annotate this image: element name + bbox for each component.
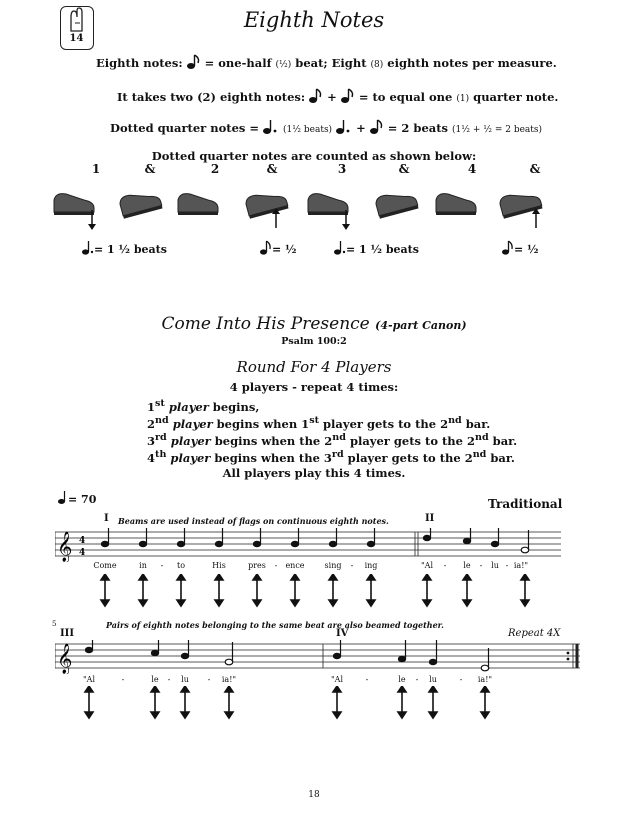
lyric: - [274, 561, 278, 570]
repeat-instruction: 4 players - repeat 4 times: [229, 380, 399, 394]
lyric: ia!" [221, 675, 237, 684]
shoe-up-icon [374, 188, 418, 219]
shoe-down-icon [54, 194, 94, 215]
dotted-quarter-note-icon [82, 240, 94, 256]
staff-1 [55, 528, 565, 562]
count-label: & [529, 162, 541, 176]
count-label: & [266, 162, 278, 176]
dotted-quarter-note-icon [334, 240, 346, 256]
svg-text:4: 4 [79, 536, 86, 546]
eighth-note-icon [260, 240, 272, 256]
lyric: "Al [330, 675, 343, 684]
eighth-note-icon [502, 240, 514, 256]
measure-label: II [425, 513, 435, 524]
shoe-down-icon [436, 194, 476, 215]
measure-number: 5 [52, 620, 57, 628]
treble-clef-icon: 𝄞 [57, 644, 73, 674]
composer-credit: Traditional [488, 497, 563, 511]
lyric: pres [248, 561, 266, 570]
page-number: 18 [308, 790, 320, 800]
count-label: 3 [337, 162, 347, 176]
lyric: Come [93, 561, 117, 570]
lyric: ia!" [513, 561, 529, 570]
lyric: - [479, 561, 483, 570]
song-title: Come Into His Presence (4-part Canon) [161, 314, 467, 334]
beat-label: = ½ [260, 240, 297, 256]
lyric: - [365, 675, 369, 684]
lyric: - [121, 675, 125, 684]
shoe-up-icon [118, 188, 162, 219]
lyric: in [139, 561, 147, 570]
lyric: le [463, 561, 471, 570]
lyric: "Al [82, 675, 95, 684]
eighth-note-icon [187, 54, 201, 70]
round-heading: Round For 4 Players [236, 358, 392, 376]
player-instruction: 2nd player begins when 1st player gets to the 2nd bar. [147, 415, 491, 431]
shoe-down-icon [308, 194, 348, 215]
dotted-quarter-line: Dotted quarter notes = (1½ beats) + = 2 beats (1½ + ½ = 2 beats) [110, 121, 543, 135]
count-label: & [398, 162, 410, 176]
lyric: - [415, 675, 419, 684]
lyric: - [167, 675, 171, 684]
lyric: ia!" [477, 675, 493, 684]
lyric: le [398, 675, 406, 684]
beam-note: Pairs of eighth notes belonging to the same beat are also beamed together. [106, 620, 444, 630]
beat-label: = ½ [502, 240, 539, 256]
svg-text:4: 4 [79, 548, 86, 558]
measure-label: IV [336, 628, 349, 639]
beat-label: = 1 ½ beats [334, 240, 419, 256]
lyric: sing [324, 561, 342, 570]
measure-label: III [60, 628, 75, 639]
shoe-up-icon [244, 188, 288, 219]
two-eighths-line: It takes two (2) eighth notes: + = to equal one (1) quarter note. [117, 90, 559, 104]
lyric: to [176, 561, 186, 570]
beam-note: Beams are used instead of flags on continuous eighth notes. [118, 516, 389, 526]
lyric: ing [364, 561, 378, 570]
player-instruction: 1st player begins, [147, 398, 260, 414]
measure-label: I [104, 513, 109, 524]
beat-label: = 1 ½ beats [82, 240, 167, 256]
lyric: - [350, 561, 354, 570]
all-players-instruction: All players play this 4 times. [222, 466, 406, 480]
badge-number: 14 [69, 33, 84, 44]
eighth-note-line: Eighth notes: = one-half (½) beat; Eight (8) eighth notes per measure. [96, 56, 557, 70]
eighth-note-icon [341, 88, 355, 104]
lyric: His [212, 561, 226, 570]
psalm-reference: Psalm 100:2 [281, 336, 347, 347]
player-instruction: 3rd player begins when the 2nd player gets to the 2nd bar. [147, 432, 518, 448]
tap-arrows-1 [55, 574, 565, 608]
lyric: lu [429, 675, 437, 684]
count-label: 2 [210, 162, 220, 176]
lyric: - [459, 675, 463, 684]
lyric: - [160, 561, 164, 570]
arrow-up-icon [532, 208, 540, 228]
quarter-note-icon [58, 491, 68, 505]
eighth-note-icon [309, 88, 323, 104]
lyric: ence [285, 561, 305, 570]
shoe-down-icon [178, 194, 218, 215]
count-label: 1 [91, 162, 101, 176]
lyric: - [207, 675, 211, 684]
tap-arrows-2 [55, 686, 585, 720]
staff-2 [55, 640, 585, 674]
player-instruction: 4th player begins when the 3rd player gets to the 2nd bar. [147, 449, 515, 465]
lyric: - [443, 561, 447, 570]
foot-tap-diagram [50, 182, 570, 232]
lyric: le [151, 675, 159, 684]
lyric: lu [491, 561, 499, 570]
page-title: Eighth Notes [243, 8, 385, 32]
lyric: lu [181, 675, 189, 684]
dotted-quarter-note-icon [263, 119, 279, 135]
dotted-quarter-note-icon [336, 119, 352, 135]
eighth-note-icon [370, 119, 384, 135]
tempo-marking: = 70 [58, 491, 96, 506]
lyric: "Al [420, 561, 433, 570]
lyric: - [505, 561, 509, 570]
treble-clef-icon: 𝄞 [57, 532, 73, 562]
count-label: & [144, 162, 156, 176]
count-label: 4 [467, 162, 477, 176]
counting-heading: Dotted quarter notes are counted as shown below: [151, 149, 477, 163]
repeat-marking: Repeat 4X [508, 628, 561, 639]
